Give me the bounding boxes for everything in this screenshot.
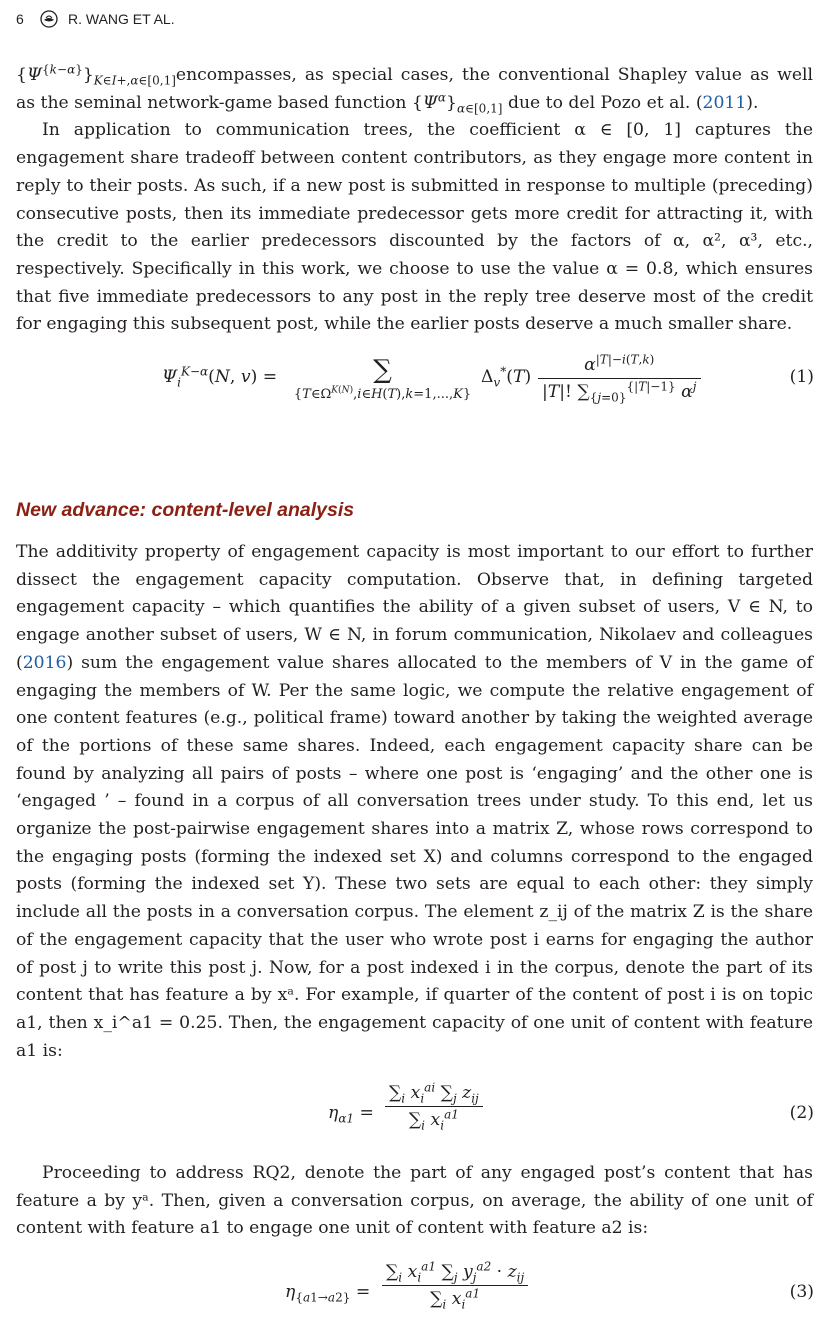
equation-3: $\eta_{\{a1\to a2\}}$ = $\frac{\sum_i x_i^{a1} \sum_j y_j^{a2} \cdot z_{ij}}{\sum_i x_i^{a1}}$ (3) (285, 1259, 814, 1312)
equation-2-number: (2) (789, 1103, 814, 1123)
p3-text-b: ) sum the engagement value shares allocated to the members of V in the game of engaging the members of W. Per the same logic, we compute the relative engagement of one content features (e.g., political frame) toward another by taking the weighted average of the portions of these same shares. Indeed, each engagement capacity share can be found by analyzing all pairs of posts – where one post is ‘engaging’ and the other one is ‘engaged ’ – found in a corpus of all conversation trees under study. To this end, let us organize the post-pairwise engagement shares into a matrix Z, whose rows correspond to the engaging posts (forming the indexed set X) and columns correspond to the engaged posts (forming the indexed set Y). These two sets are equal to each other: they simply include all the posts in a conversation corpus. The element z_ij of the matrix Z is the share of the engagement capacity that the user who wrote post i earns for engaging the author of post j to write this post j. Now, for a post indexed i in the corpus, denote the part of its content that has feature a by xᵃ. For example, if quarter of the content of post i is on topic a1, then x_i^a1 = 0.25. Then, the engagement capacity of one unit of content with feature a1 is: (16, 652, 813, 1061)
paragraph-2: In application to communication trees, the coefficient α ∈ [0, 1] captures the engagement share tradeoff between content contributors, as they engage more content in reply to their posts. As such, if a new post is submitted in response to multiple (preceding) consecutive posts, then its immediate predecessor gets more credit for attracting it, with the credit to the earlier predecessors discounted by the factors of α, α², α³, etc., respectively. Specifically in this work, we choose to use the value α = 0.8, which ensures that five immediate predecessors to any post in the reply tree deserve most of the credit for engaging this subsequent post, while the earlier posts deserve a much smaller share. (16, 120, 813, 335)
page-number: 6 (16, 11, 24, 27)
publisher-logo-icon (40, 10, 58, 28)
paragraph-3 (16, 539, 813, 1065)
paragraph-4: Proceeding to address RQ2, denote the part of any engaged post’s content that has feature a by yᵃ. Then, given a conversation corpus, on average, the ability of one unit of content with feature a1 to engage one unit of content with feature a2 is: (16, 1163, 813, 1239)
paragraph-4-container (16, 1160, 813, 1243)
p1-tail: due to del Pozo et al. ( (507, 92, 703, 113)
citation-link-2011[interactable]: 2011 (702, 92, 747, 113)
running-authors: R. WANG ET AL. (68, 11, 175, 27)
citation-link-2016[interactable]: 2016 (22, 652, 67, 673)
equation-2: $\eta_{\alpha 1}$ = $\frac{\sum_i x_i^{ai} \sum_j z_{ij}}{\sum_i x_i^{a1}}$ (2) (328, 1080, 814, 1133)
p1-text: encompasses, as special cases, the conventional Shapley value as well as the seminal network-game based function (16, 65, 813, 113)
p1-end: ). (746, 92, 759, 113)
section-heading: New advance: content-level analysis (16, 499, 355, 521)
paragraph-1: $\{\Psi^{\{k-\alpha\}}\}_{K\in I+,\alpha\in[0,1]}encompasses$, as special cases, the conventional Shapley value as well as the seminal network-game based function $\{\Psi^\alpha\}_{\alpha\in[0,1]}$ due to del Pozo et al. (2011). In application to communication trees, the coefficient α ∈ [0, 1] captures the engagement share tradeoff between content contributors, as they engage more content in reply to their posts. As such, if a new post is submitted in response to multiple (preceding) consecutive posts, then its immediate predecessor gets more credit for attracting it, with the credit to the earlier predecessors discounted by the factors of α, α², α³, etc., respectively. Specifically in this work, we choose to use the value α = 0.8, which ensures that five immediate predecessors to any post in the reply tree deserve most of the credit for engaging this subsequent post, while the earlier posts deserve a much smaller share. (16, 62, 813, 339)
p3-text-a: The additivity property of engagement capacity is most important to our effort to further dissect the engagement capacity computation. Observe that, in defining targeted engagement capacity – which quantifies the ability of a given subset of users, V ∈ N, to engage another subset of users, W ∈ N, in forum communication, Nikolaev and colleagues ( (16, 542, 813, 673)
equation-1: $\Psi_i^{K-\alpha}(N$, v) = ∑ $\{T\in\Omega^{K(N)},i\in H(T),k=1,...,K\}$ $\Delta_v^*(T)$ $\frac{\alpha^{|T|-i(T,k)}}{|T|! \sum_{\{j=0\}}^{\{|T|-1\}} \alpha^j}$ (1) (162, 352, 814, 405)
equation-1-number: (1) (789, 367, 814, 387)
equation-3-number: (3) (789, 1282, 814, 1302)
running-header (16, 8, 175, 30)
